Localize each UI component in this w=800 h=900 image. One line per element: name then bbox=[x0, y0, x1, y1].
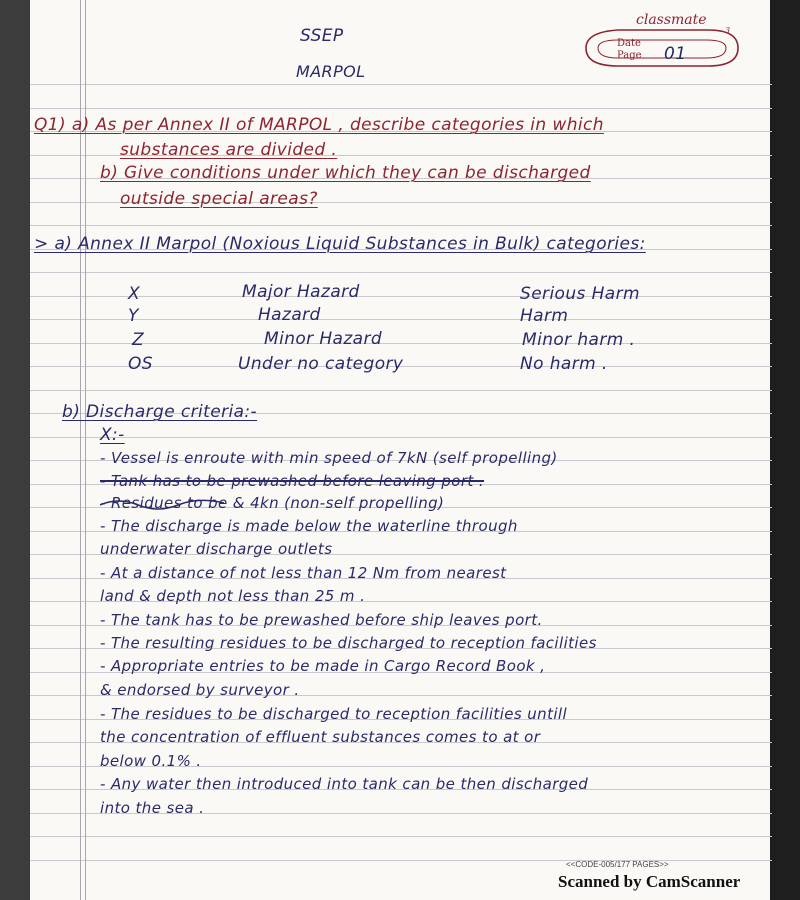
stamp-brand: classmate bbox=[636, 12, 707, 28]
category-hazard: Under no category bbox=[238, 354, 404, 374]
criteria-line: underwater discharge outlets bbox=[100, 540, 333, 558]
category-effect: Minor harm . bbox=[522, 330, 636, 350]
category-hazard: Major Hazard bbox=[242, 282, 360, 302]
ruled-line bbox=[30, 108, 772, 109]
criteria-line: - The residues to be discharged to reception facilities untill bbox=[100, 705, 568, 723]
margin-line-left-2 bbox=[85, 0, 86, 900]
question-a: Q1) a) As per Annex II of MARPOL , describe categories in which bbox=[34, 115, 604, 135]
answer-b-heading: b) Discharge criteria:- bbox=[62, 402, 258, 422]
ruled-line bbox=[30, 272, 772, 273]
scan-left-border bbox=[0, 0, 34, 900]
criteria-line: - The tank has to be prewashed before ship leaves port. bbox=[100, 611, 543, 629]
category-code: X bbox=[128, 284, 141, 304]
ruled-line bbox=[30, 319, 772, 320]
criteria-line: - The discharge is made below the waterline through bbox=[100, 517, 518, 535]
category-hazard: Minor Hazard bbox=[264, 329, 383, 349]
category-code: Y bbox=[128, 306, 139, 326]
ruled-line bbox=[30, 836, 772, 837]
answer-b-subheading: X:- bbox=[100, 425, 125, 445]
criteria-line: below 0.1% . bbox=[100, 752, 202, 770]
category-effect: No harm . bbox=[520, 354, 608, 374]
criteria-line: - The resulting residues to be discharged to reception facilities bbox=[100, 634, 597, 652]
criteria-line-struck: - Tank has to be prewashed before leaving port . bbox=[100, 472, 485, 490]
ruled-line bbox=[30, 437, 772, 438]
stamp-page-value: 01 bbox=[664, 44, 687, 64]
criteria-line: the concentration of effluent substances comes to at or bbox=[100, 728, 541, 746]
category-code: Z bbox=[132, 330, 145, 350]
category-hazard: Hazard bbox=[258, 305, 321, 325]
ruled-line bbox=[30, 390, 772, 391]
margin-line-left bbox=[80, 0, 81, 900]
criteria-line: & endorsed by surveyor . bbox=[100, 681, 300, 699]
criteria-line: - Any water then introduced into tank can be then discharged bbox=[100, 775, 589, 793]
stamp-page-label: Page bbox=[617, 50, 642, 61]
question-b: b) Give conditions under which they can be discharged bbox=[100, 163, 591, 183]
category-effect: Serious Harm bbox=[520, 284, 640, 304]
criteria-line: - At a distance of not less than 12 Nm from nearest bbox=[100, 564, 507, 582]
scribble-strike bbox=[98, 493, 228, 513]
category-code: OS bbox=[128, 354, 153, 374]
camscanner-watermark: Scanned by CamScanner bbox=[558, 872, 741, 891]
footer-code: <<CODE-005/177 PAGES>> bbox=[566, 860, 669, 869]
question-a-cont: substances are divided . bbox=[120, 140, 338, 160]
page-title: SSEP bbox=[300, 26, 344, 46]
answer-a-heading: > a) Annex II Marpol (Noxious Liquid Substances in Bulk) categories: bbox=[34, 234, 646, 254]
ruled-line bbox=[30, 296, 772, 297]
criteria-line: - Appropriate entries to be made in Cargo Record Book , bbox=[100, 657, 546, 675]
question-b-cont: outside special areas? bbox=[120, 189, 318, 209]
category-effect: Harm bbox=[520, 306, 569, 326]
criteria-line: into the sea . bbox=[100, 799, 205, 817]
criteria-line-struck: - Residues to be & 4kn (non-self propelling) bbox=[100, 494, 445, 512]
ruled-line bbox=[30, 225, 772, 226]
criteria-line: land & depth not less than 25 m . bbox=[100, 587, 366, 605]
scan-right-border bbox=[770, 0, 800, 900]
criteria-line: - Vessel is enroute with min speed of 7kN (self propelling) bbox=[100, 449, 558, 467]
stamp-date-label: Date bbox=[617, 38, 641, 49]
stamp-number: 3 bbox=[725, 26, 731, 35]
ruled-line bbox=[30, 84, 772, 85]
page-subtitle: MARPOL bbox=[296, 62, 366, 81]
